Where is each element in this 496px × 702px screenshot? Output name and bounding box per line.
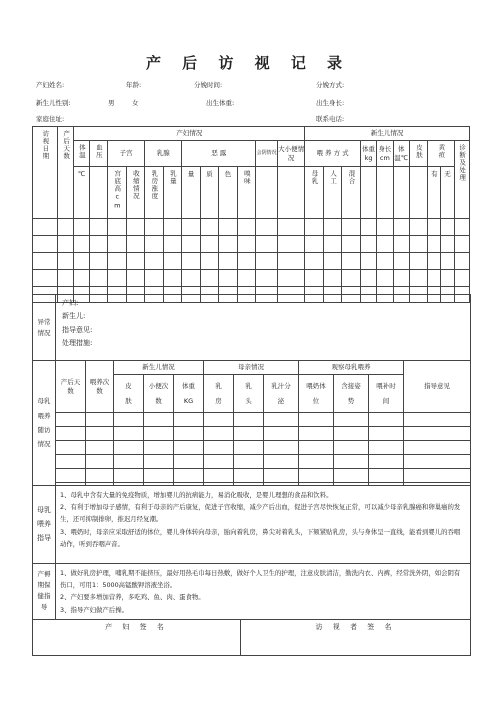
abnormal-measures: 处理措施:: [62, 338, 93, 347]
page-title: 产 后 访 视 记 录: [145, 54, 351, 72]
bp-header: 血压: [89, 141, 108, 167]
nb-temp-header: 体温℃: [393, 141, 409, 167]
lochia-quantity-header: 量: [182, 167, 201, 219]
diagnosis-header: 诊断及处理: [454, 141, 469, 219]
uterus-header: 子宫: [108, 141, 145, 167]
followup-newborn-header: 新生儿情况: [114, 361, 204, 375]
abnormal-label: 异常情况: [33, 295, 56, 361]
visit-record-table: [32, 126, 470, 303]
birth-weight-label: 出生体重:: [206, 99, 235, 107]
visitor-signature-field[interactable]: 访 视 者 签 名: [241, 619, 471, 655]
perineum-header: 会阴情况: [256, 141, 278, 167]
fundus-height-header: 宫底高cm: [108, 167, 127, 219]
contraction-header: 收缩情况: [126, 167, 145, 219]
followup-skin: 皮肤: [114, 375, 144, 413]
phone-label: 联系电话:: [316, 115, 345, 123]
followup-nipple: 乳头: [234, 375, 264, 413]
table-row[interactable]: [33, 219, 470, 236]
length-cm-header: 身长cm: [377, 141, 393, 167]
care-item-1: 1、做好乳房护理，哺乳期不能挤压，最好用热毛巾每日热敷，做好个人卫生的护理，注意皮肤清洁，勤洗内衣、内裤，经常洗外阴，如会阴有伤口，可用1：5000高锰酸钾溶液坐浴。: [60, 569, 461, 590]
newborn-status-header: 新生儿情况: [305, 127, 470, 141]
birth-length-label: 出生身长:: [316, 99, 345, 107]
followup-observe-header: 观察母乳喂养: [299, 361, 404, 375]
postpartum-days-header: 产后天数: [58, 127, 74, 219]
mixed-header: 混合: [342, 167, 361, 219]
table-row[interactable]: [33, 455, 471, 469]
abnormal-guidance: 指导意见:: [62, 325, 93, 334]
jaundice-header: 黄疸: [428, 141, 454, 167]
mother-name-label: 产妇姓名:: [36, 81, 65, 89]
table-row[interactable]: [33, 236, 470, 253]
excretion-header: 大小便情况: [278, 141, 305, 167]
followup-guidance-header: 指导意见: [404, 361, 471, 413]
visit-date-header: 访视日期: [33, 127, 58, 219]
mother-signature-field[interactable]: 产 妇 签 名: [33, 619, 241, 655]
followup-latch: 含接姿势: [334, 375, 369, 413]
lochia-smell-header: 嗅味: [237, 167, 256, 219]
followup-mother-header: 母亲情况: [204, 361, 299, 375]
formula-header: 人工: [323, 167, 342, 219]
followup-secretion: 乳汁分泌: [264, 375, 299, 413]
female-option: 女: [132, 99, 139, 107]
followup-time: 喂补时间: [369, 375, 404, 413]
table-row[interactable]: [33, 427, 471, 441]
followup-urine: 小便次数: [144, 375, 174, 413]
feeding-header: 喂 养 方 式: [305, 141, 361, 167]
delivery-method-label: 分娩方式:: [316, 81, 345, 89]
jaundice-have: 有: [428, 167, 441, 219]
followup-count-header: 喂养次数: [86, 361, 114, 413]
lochia-header: 恶 露: [182, 141, 256, 167]
breastfeeding-followup-table: [32, 360, 471, 486]
breast-distension-header: 乳房涨度: [145, 167, 164, 219]
care-item-3: 3、指导产妇做产后操。: [60, 605, 128, 614]
breast-milk-header: 母乳: [305, 167, 324, 219]
table-row[interactable]: [33, 441, 471, 455]
care-item-2: 2、产妇要多增加营养，多吃鸡、鱼、肉、蛋食物。: [60, 593, 205, 602]
skin-header: 皮肤: [409, 141, 428, 167]
mother-status-header: 产妇情况: [74, 127, 305, 141]
temp-unit: ℃: [74, 167, 89, 219]
jaundice-none: 无: [441, 167, 454, 219]
table-row[interactable]: [33, 270, 470, 287]
breast-header: 乳腺: [145, 141, 182, 167]
visit-time-label: 分娩时间:: [194, 81, 223, 89]
guidance-item-2: 2、有利于增加母子感情，有利于母亲的产后康复，促进子宫收缩，减少产后出血，促进子宫尽快恢复正常，可以减少母亲乳腺癌和卵巢癌的发生，还可抑制排卵，推迟月经复潮。: [60, 503, 461, 524]
care-label: 产褥期保健指导: [33, 564, 56, 620]
followup-position: 喂奶体位: [299, 375, 334, 413]
milk-amount-header: 乳量: [163, 167, 182, 219]
table-row[interactable]: [33, 469, 471, 483]
guidance-item-1: 1、母乳中含有大量的免疫物质，增加婴儿的抗病能力，易消化吸收，是婴儿理想的食品和饮料。: [60, 491, 333, 499]
table-row[interactable]: [33, 253, 470, 270]
guidance-label: 母乳喂养指导: [33, 486, 56, 564]
baby-gender-label: 新生儿性别:: [36, 99, 71, 107]
temp-header: 体温: [74, 141, 89, 167]
lochia-quality-header: 质: [200, 167, 219, 219]
abnormal-section: [32, 294, 471, 361]
table-row[interactable]: [33, 413, 471, 427]
guidance-section: [32, 485, 471, 656]
address-label: 家庭住址:: [36, 115, 65, 123]
male-option: 男: [108, 99, 115, 107]
followup-days-header: 产后天数: [56, 361, 86, 413]
followup-breast: 乳房: [204, 375, 234, 413]
abnormal-mother: 产妇:: [62, 299, 79, 307]
age-label: 年龄:: [126, 81, 142, 89]
guidance-item-3: 3、喂奶时，母亲应采取舒适的体位，婴儿身体转向母亲，胎向着乳房，鼻尖对着乳头，下颏紧贴乳房，头与身体呈一直线，能看到婴儿的吞咽动作，听到吞咽声音。: [60, 527, 461, 548]
followup-weight: 体重KG: [174, 375, 204, 413]
lochia-color-header: 色: [219, 167, 238, 219]
abnormal-newborn: 新生儿:: [62, 312, 86, 321]
weight-kg-header: 体重kg: [360, 141, 376, 167]
followup-label: 母乳喂养随访情况: [33, 361, 56, 486]
